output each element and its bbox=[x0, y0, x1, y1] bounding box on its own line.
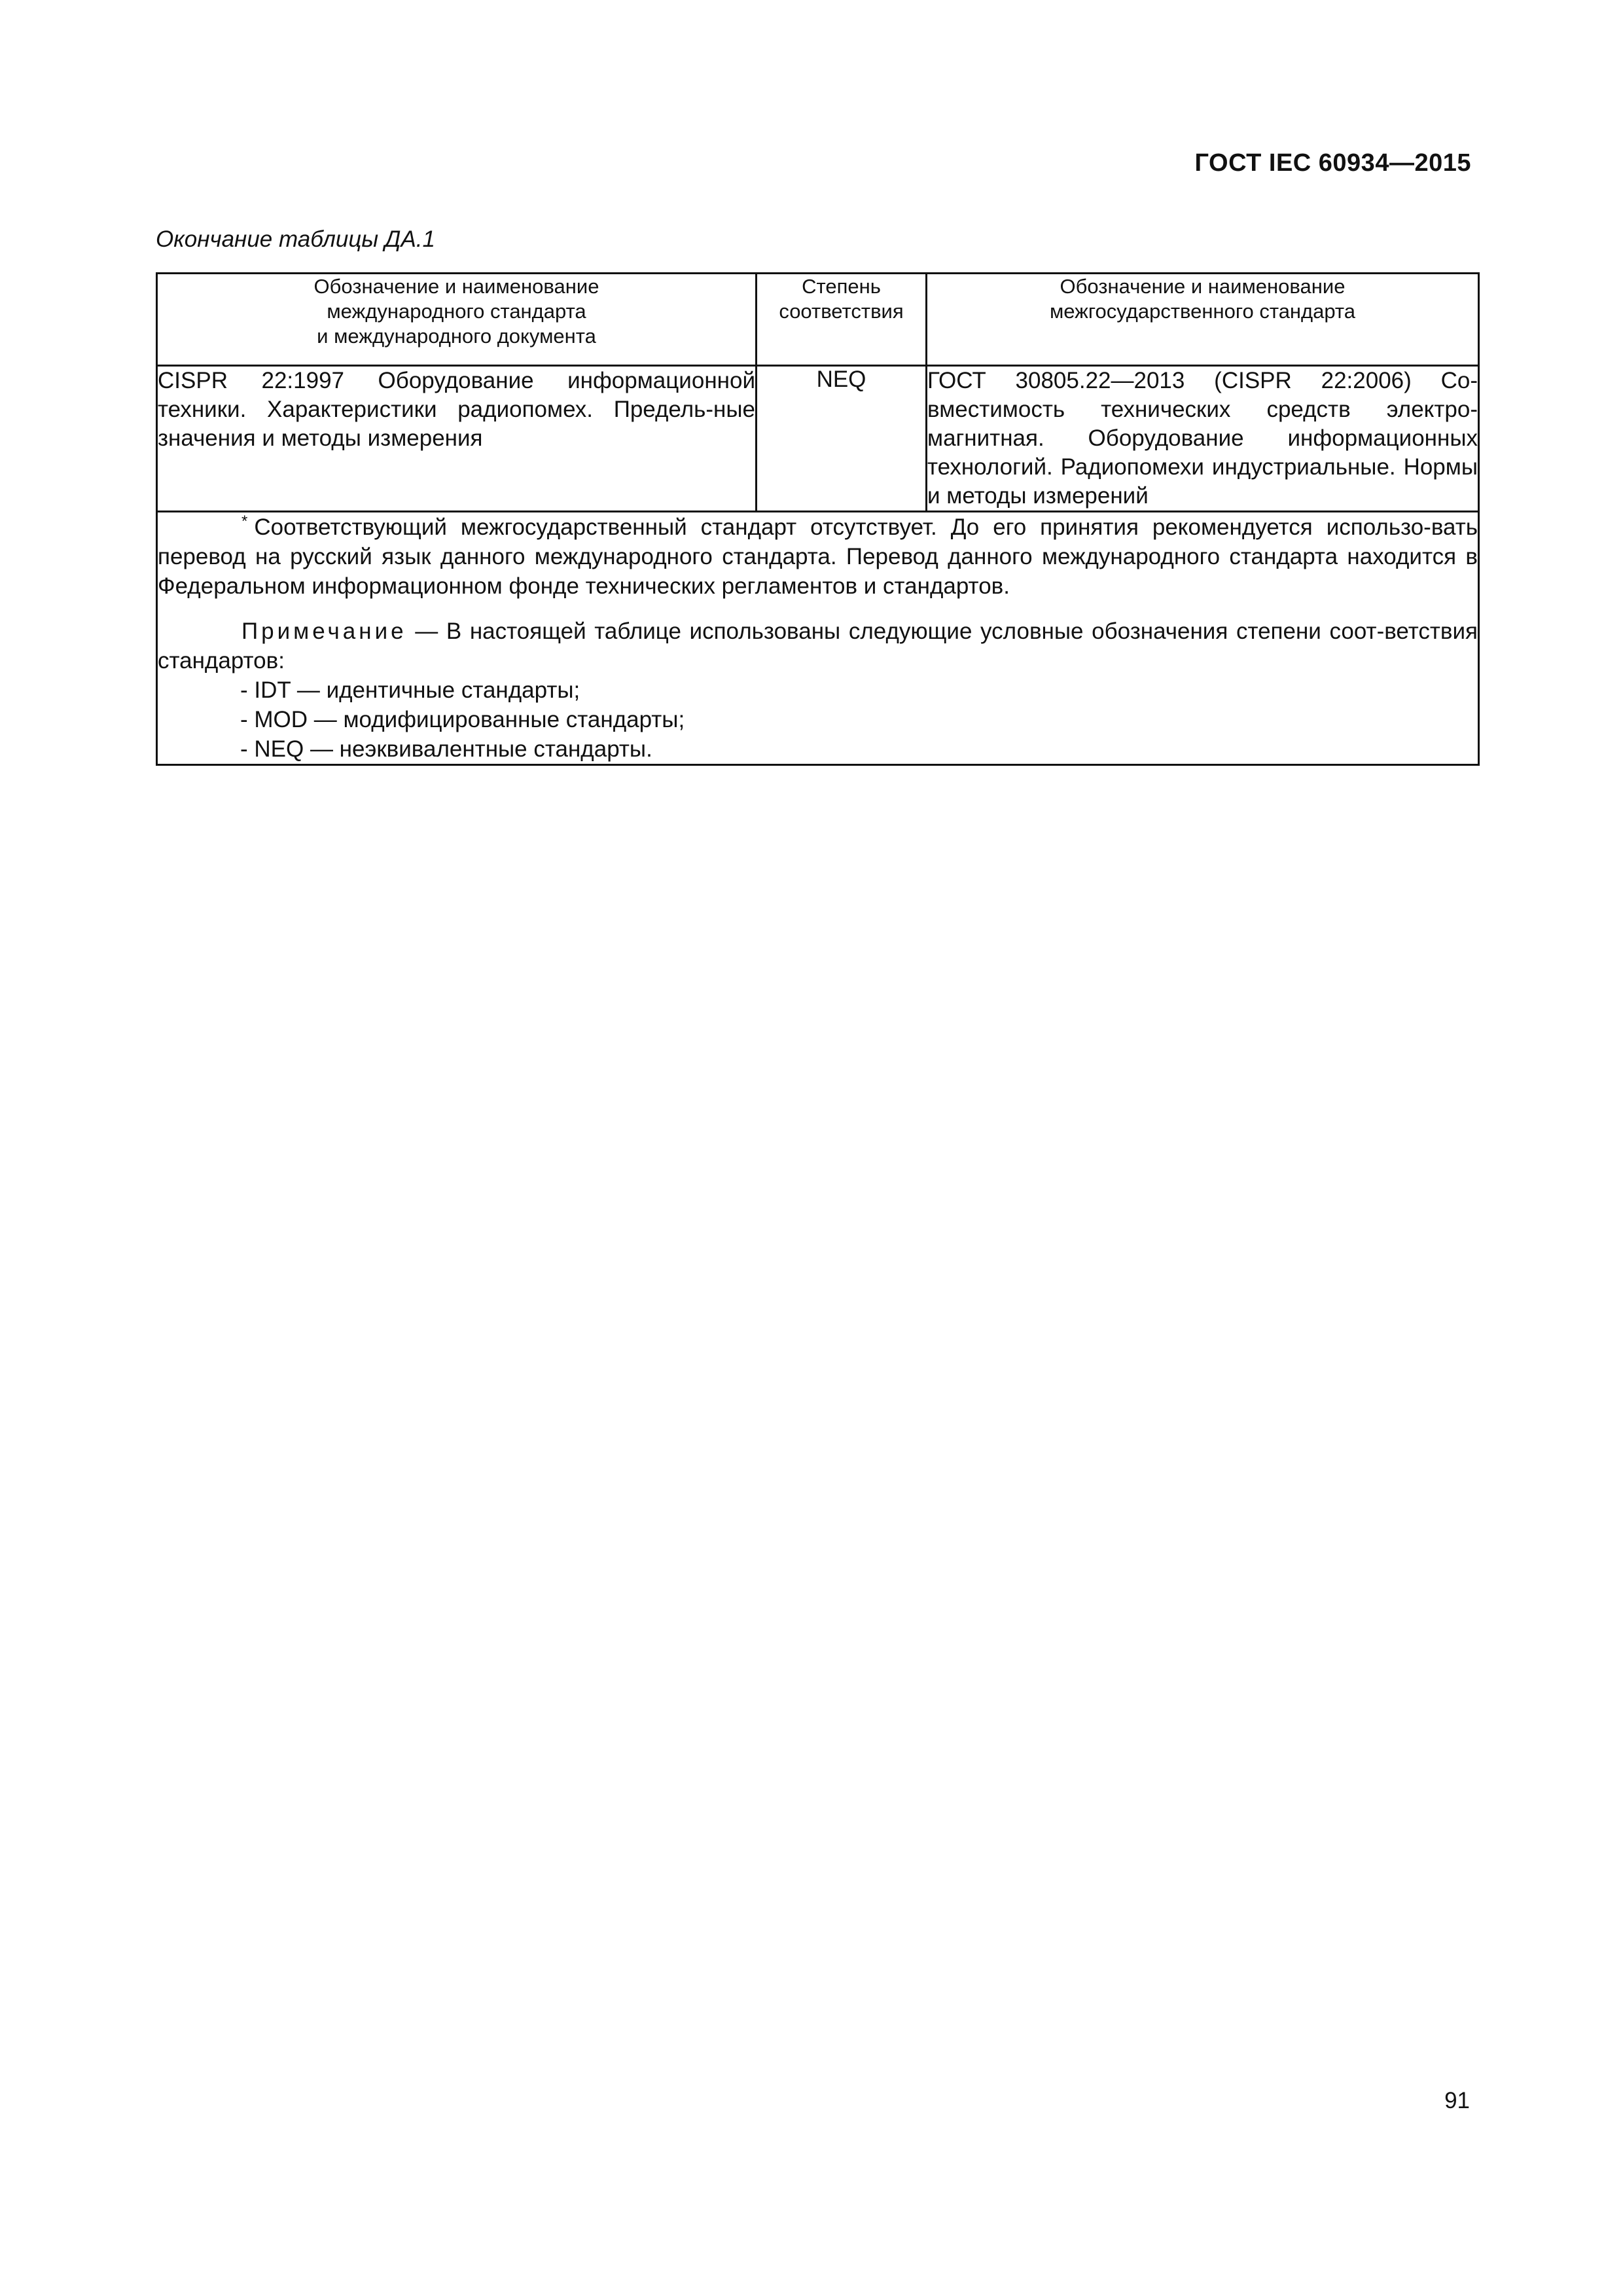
footnote-mark: * bbox=[241, 512, 248, 531]
degree-legend-list bbox=[158, 675, 1478, 764]
table-row bbox=[157, 366, 1479, 512]
table-caption: Окончание таблицы ДА.1 bbox=[156, 226, 435, 252]
header-line: Обозначение и наименование bbox=[313, 275, 599, 298]
header-line: межгосударственного стандарта bbox=[1049, 300, 1356, 323]
page-number: 91 bbox=[1444, 2088, 1470, 2113]
list-item: - MOD — модифицированные стандарты; bbox=[240, 707, 685, 732]
list-item: - NEQ — неэквивалентные стандарты. bbox=[240, 736, 652, 762]
header-interstate-standard bbox=[927, 274, 1479, 366]
list-item: - IDT — идентичные стандарты; bbox=[240, 677, 580, 703]
cell-interstate-standard: ГОСТ 30805.22—2013 (CISPR 22:2006) Со-вместимость технических средств электро-магнитная. Оборудование информационных технологий. Радиопомехи индустриальные. Нормы и методы измерений bbox=[927, 366, 1479, 512]
header-degree-of-correspondence bbox=[757, 274, 927, 366]
standards-correspondence-table bbox=[156, 272, 1480, 766]
note-text: — В настоящей таблице использованы следующие условные обозначения степени соот-ветствия стандартов: bbox=[158, 619, 1478, 673]
footnote bbox=[158, 512, 1478, 601]
header-line: и международного документа bbox=[317, 325, 596, 348]
note-label: Примечание bbox=[241, 619, 407, 644]
table-header-row bbox=[157, 274, 1479, 366]
cell-degree: NEQ bbox=[757, 366, 927, 512]
table-notes-row bbox=[157, 512, 1479, 765]
header-line: Обозначение и наименование bbox=[1060, 275, 1346, 298]
header-international-standard bbox=[157, 274, 757, 366]
table-notes bbox=[157, 512, 1479, 765]
cell-international-standard: CISPR 22:1997 Оборудование информационной техники. Характеристики радиопомех. Предель-ные значения и методы измерения bbox=[157, 366, 757, 512]
header-line: соответствия bbox=[779, 300, 904, 323]
document-code: ГОСТ IEC 60934—2015 bbox=[1194, 149, 1471, 177]
header-line: Степень bbox=[802, 275, 881, 298]
footnote-text: Соответствующий межгосударственный стандарт отсутствует. До его принятия рекомендуется использо-вать перевод на русский язык данного международного стандарта. Перевод данного международного стандарта находится в Федеральном информационном фонде технических регламентов и стандартов. bbox=[158, 514, 1478, 599]
header-line: международного стандарта bbox=[327, 300, 586, 323]
note bbox=[158, 617, 1478, 675]
